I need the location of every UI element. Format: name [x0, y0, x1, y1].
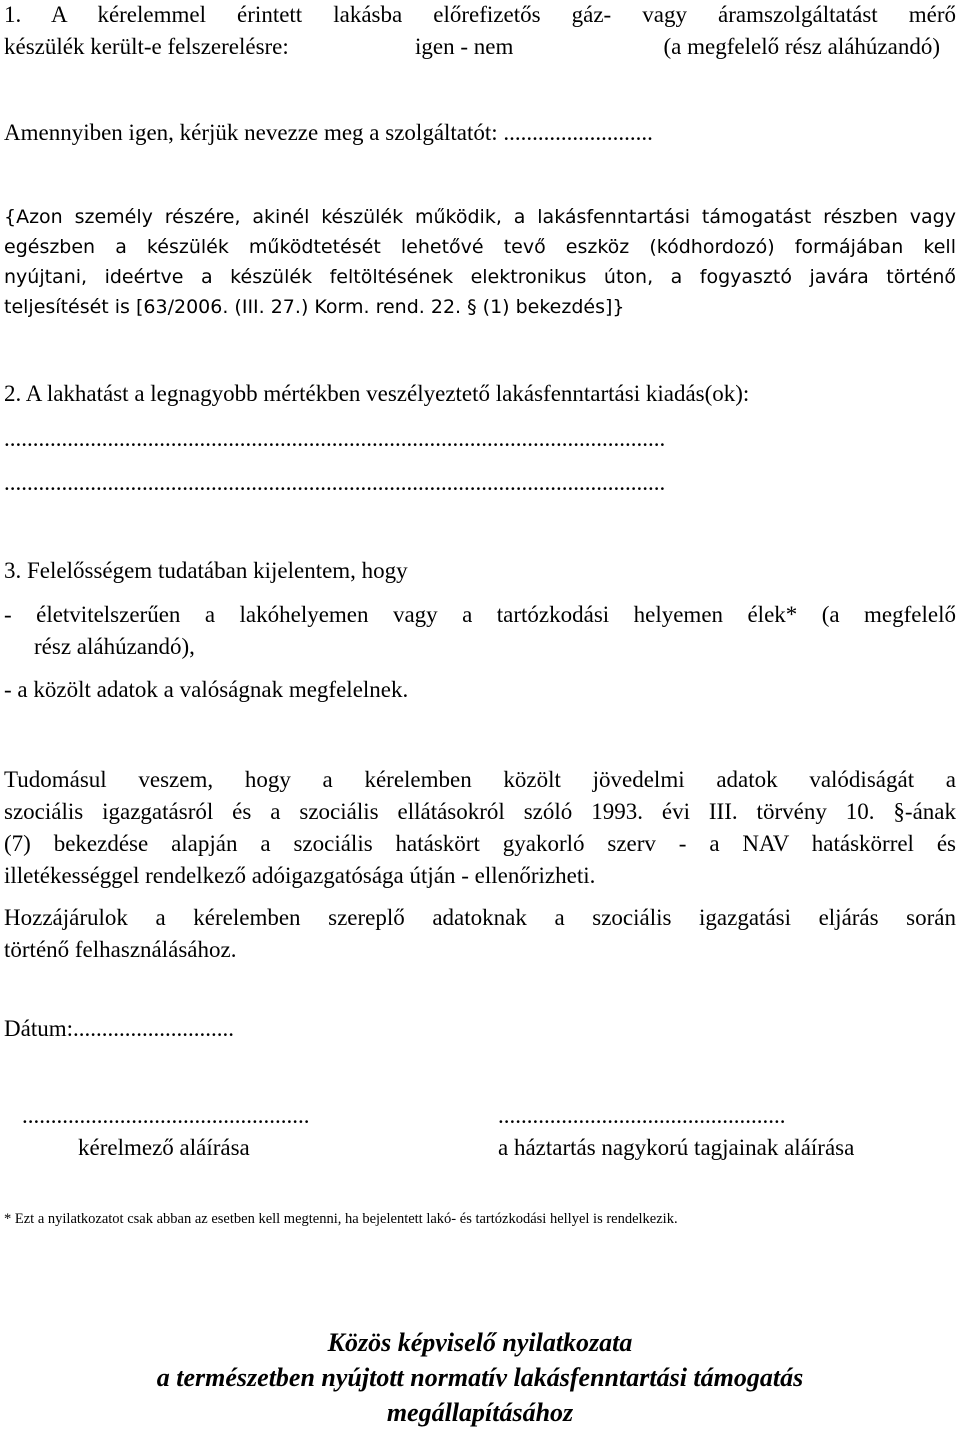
- section2-fill-line2: ...................................................................................................................: [4, 470, 666, 495]
- consent-line1: Hozzájárulok a kérelemben szereplő adatoknak a szociális igazgatási eljárás során: [4, 905, 956, 930]
- section3-item1-line2: rész aláhúzandó),: [34, 634, 195, 659]
- household-signature-line: ..................................................: [498, 1103, 786, 1128]
- consent-line2: történő felhasználásához.: [4, 937, 237, 962]
- section1-line2: [4, 32, 956, 61]
- acknowledgement-line3: (7) bekezdése alapján a szociális hatáskört gyakorló szerv - a NAV hatáskörrel és: [4, 831, 956, 856]
- underline-instruction: (a megfelelő rész aláhúzandó): [663, 34, 940, 59]
- acknowledgement-line1: Tudomásul veszem, hogy a kérelemben közölt jövedelmi adatok valódiságát a: [4, 767, 956, 792]
- section1-note-line1: {Azon személy részére, akinél készülék működik, a lakásfenntartási támogatást részben vagy: [4, 206, 956, 228]
- declaration-title-line2: a természetben nyújtott normatív lakásfenntartási támogatás: [156, 1363, 804, 1392]
- acknowledgement-line4: illetékességgel rendelkező adóigazgatósága útján - ellenőrizheti.: [4, 863, 596, 888]
- section2-fill-line1: ...................................................................................................................: [4, 426, 666, 451]
- section1-note-line4: teljesítését is [63/2006. (III. 27.) Korm. rend. 22. § (1) bekezdés]}: [4, 296, 625, 318]
- declaration-title-line3: megállapításához: [386, 1398, 574, 1427]
- section3-item2: - a közölt adatok a valóságnak megfelelnek.: [4, 677, 409, 702]
- applicant-signature-line: ..................................................: [22, 1103, 310, 1128]
- applicant-signature-label: kérelmező aláírása: [78, 1135, 250, 1160]
- yes-no-choice: igen - nem: [415, 34, 514, 59]
- footnote: * Ezt a nyilatkozatot csak abban az esetben kell megtenni, ha bejelentett lakó- és tartózkodási hellyel is rendelkezik.: [4, 1211, 678, 1227]
- section2-heading: 2. A lakhatást a legnagyobb mértékben veszélyeztető lakásfenntartási kiadás(ok):: [4, 381, 750, 406]
- section3-heading: 3. Felelősségem tudatában kijelentem, hogy: [4, 558, 408, 583]
- device-question: készülék került-e felszerelésre:: [4, 34, 289, 59]
- section1-line1: 1. A kérelemmel érintett lakásba előrefizetős gáz- vagy áramszolgáltatást mérő: [4, 2, 956, 27]
- declaration-title-line1: Közös képviselő nyilatkozata: [327, 1328, 633, 1357]
- section1-note-line3: nyújtani, ideértve a készülék feltöltésének elektronikus úton, a fogyasztó javára történő: [4, 266, 956, 288]
- provider-prompt: Amennyiben igen, kérjük nevezze meg a szolgáltatót: ..........................: [4, 120, 653, 145]
- date-field: Dátum:............................: [4, 1016, 234, 1041]
- acknowledgement-line2: szociális igazgatásról és a szociális ellátásokról szóló 1993. évi III. törvény 10. §-ának: [4, 799, 956, 824]
- household-signature-label: a háztartás nagykorú tagjainak aláírása: [498, 1135, 855, 1160]
- section1-note-line2: egészben a készülék működtetését lehetővé tevő eszköz (kódhordozó) formájában kell: [4, 236, 956, 258]
- section3-item1-line1: - életvitelszerűen a lakóhelyemen vagy a tartózkodási helyemen élek* (a megfelelő: [4, 602, 956, 627]
